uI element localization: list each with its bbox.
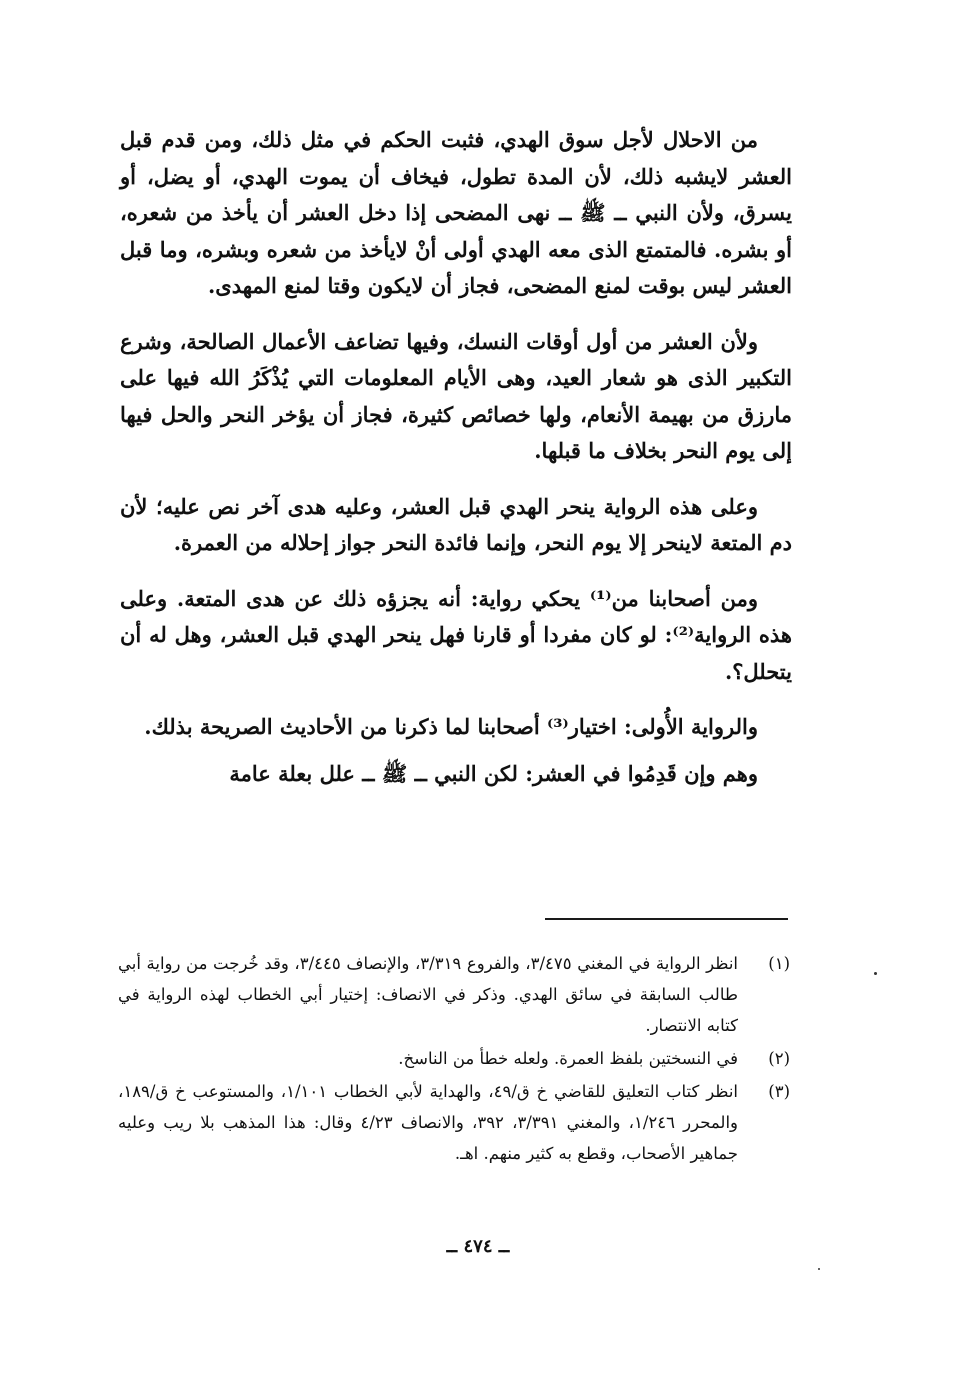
paragraph-2: ولأن العشر من أول أوقات النسك، وفيها تضاعف الأعمال الصالحة، وشرع التكبير الذى هو شعار العيد، وهى الأيام المعلومات التي يُذْكَرُ الله فيها على مارزق من بهيمة الأنعام، ولها خصائص كثيرة، فجاز أن يؤخر النحر والحل فيها إلى يوم النحر بخلاف ما قبلها. (120, 328, 792, 463)
scan-speck (818, 1268, 820, 1270)
scan-speck (874, 972, 877, 975)
footnote-number: (٢) (768, 1049, 790, 1068)
paragraph-1: من الاحلال لأجل سوق الهدي، فثبت الحكم في مثل ذلك، ومن قدم قبل العشر لايشبه ذلك، لأن المدة تطول، فيخاف أن يموت الهدي، أو يضل، أو يسرق، ولأن النبي ــ ﷺ ــ نهى المضحى إذا دخل العشر أن يأخذ من شعره، أو بشره. فالمتمتع الذى معه الهدي أولى أنْ لايأخذ من شعره وبشره، وما قبل العشر ليس بوقت لمنع المضحى، فجاز أن لايكون وقتا لمنع المهدى. (120, 127, 792, 298)
paragraph-4: ومن أصحابنا من⁽¹⁾ يحكي رواية: أنه يجزؤه ذلك عن هدى المتعة. وعلى هذه الرواية⁽²⁾: لو كان مفردا أو قارنا فهل ينحر الهدي قبل العشر، وهل له أن يتحلل؟. (120, 585, 792, 684)
main-text-body (120, 122, 792, 811)
footnote-separator (545, 918, 788, 920)
footnotes-section (118, 948, 790, 1171)
footnote-text: انظر كتاب التعليق للقاضي خ ق/٤٩، والهداية لأبي الخطاب ١/١٠١، والمستوعب خ ق/١٨٩، والمحرر ١/٢٤٦، والمغني ٣/٣٩١، ٣٩٢، والانصاف ٤/٢٣ وقال: هذا المذهب بلا ريب وعليه جماهير الأصحاب، وقطع به كثير منهم. اهـ. (118, 1082, 739, 1163)
footnote-number: (١) (768, 954, 790, 973)
footnote-1 (118, 948, 790, 1041)
footnote-2 (118, 1043, 790, 1074)
page-number: ــ ٤٧٤ ــ (446, 1236, 510, 1257)
footnote-3 (118, 1076, 790, 1169)
paragraph-5: والرواية الأُولى: اختيار⁽³⁾ أصحابنا لما ذكرنا من الأحاديث الصريحة بذلك. (144, 714, 758, 739)
paragraph-3: وعلى هذه الرواية ينحر الهدي قبل العشر، وعليه هدى آخر نص عليه؛ لأن دم المتعة لاينحر إلا يوم النحر، وإنما فائدة النحر جواز إحلاله من العمرة. (120, 493, 792, 555)
footnote-text: في النسختين بلفظ العمرة. ولعله خطأ من الناسخ. (398, 1049, 738, 1068)
footnote-number: (٣) (768, 1082, 790, 1101)
paragraph-6: وهم وإن قَدِمُوا في العشر: لكن النبي ــ ﷺ ــ علل بعلة عامة (229, 760, 758, 786)
footnote-text: انظر الرواية في المغني ٣/٤٧٥، والفروع ٣/٣١٩، والإنصاف ٣/٤٤٥، وقد خُرجت من رواية أبي طالب السابقة في سائق الهدي. وذكر في الانصاف: إختيار أبي الخطاب لهذه الرواية في كتابه الانتصار. (118, 954, 739, 1035)
